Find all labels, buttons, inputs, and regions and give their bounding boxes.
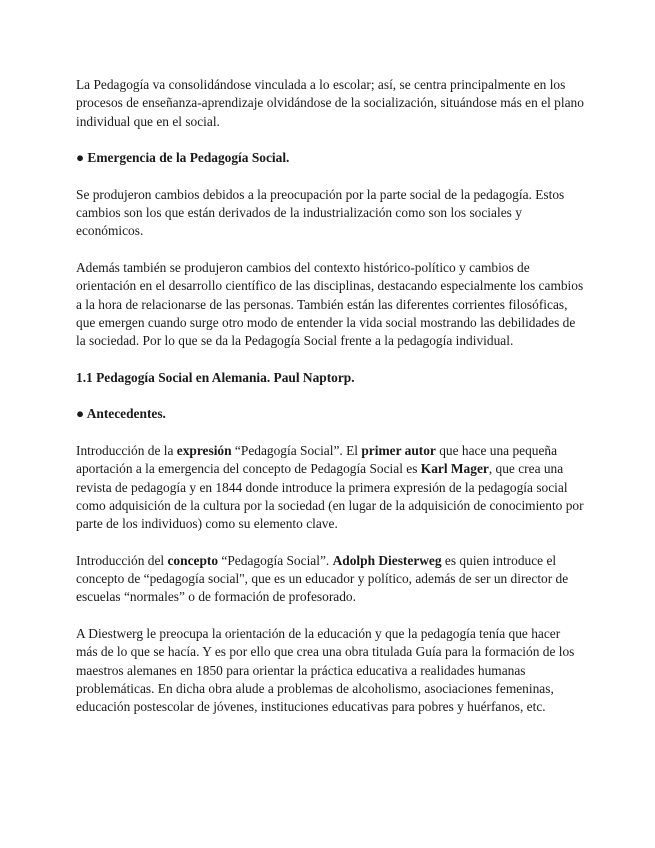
text-run: , que crea una revista de pedagogía y en 1844 donde introduce la primera expresión de la pedagogía social como adquisición de la cultura por la sociedad (en lugar de la adquisición de conocimiento por parte de los individuos) como su elemento clave. (76, 461, 584, 532)
antecedentes-paragraph-3: A Diestwerg le preocupa la orientación de la educación y que la pedagogía tenía que hacer más de lo que se hacía. Y es por ello que crea una obra titulada Guía para la formación de los maestros alemanes en 1850 para orientar la práctica educativa a realidades humanas problemáticas. En dicha obra alude a problemas de alcoholismo, asociaciones femeninas, educación postescolar de jóvenes, instituciones educativas para pobres y huérfanos, etc. (76, 625, 575, 715)
heading-antecedentes: ● Antecedentes. (76, 406, 166, 422)
antecedentes-paragraph-1 (76, 442, 584, 533)
text-run: Introducción del (76, 552, 168, 568)
bold-term-expresion: expresión (176, 442, 232, 458)
intro-paragraph: La Pedagogía va consolidándose vinculada a lo escolar; así, se centra principalmente en los procesos de enseñanza-aprendizaje olvidándose de la socialización, situándose más en el plano individual que en el social. (76, 77, 584, 129)
bold-name-karl-mager: Karl Mager (420, 461, 489, 477)
document-page (76, 76, 584, 735)
text-run: “Pedagogía Social”. El (231, 442, 362, 458)
emergencia-paragraph-2: Además también se produjeron cambios del contexto histórico-político y cambios de orientación en el desarrollo científico de las disciplinas, destacando especialmente los cambios a la hora de relacionarse de las personas. También están las diferentes corrientes filosóficas, que emergen cuando surge otro modo de entender la vida social mostrando las debilidades de la sociedad. Por lo que se da la Pedagogía Social frente a la pedagogía individual. (76, 259, 584, 349)
text-run: “Pedagogía Social”. (218, 552, 333, 568)
bold-name-diesterweg: Adolph Diesterweg (332, 552, 442, 568)
heading-emergencia: ● Emergencia de la Pedagogía Social. (76, 150, 290, 166)
text-run: es quien introduce el concepto de “pedagogía social", que es un educador y político, además de ser un director de escuelas “normales” o de formación de profesorado. (76, 552, 569, 605)
antecedentes-paragraph-2 (76, 552, 584, 607)
text-run: que hace una pequeña aportación a la emergencia del concepto de Pedagogía Social es (76, 442, 558, 477)
bold-term-primer-autor: primer autor (361, 442, 436, 458)
text-run: Introducción de la (76, 442, 177, 458)
emergencia-paragraph-1: Se produjeron cambios debidos a la preocupación por la parte social de la pedagogía. Estos cambios son los que están derivados de la industrialización como son los sociales y económicos. (76, 186, 565, 239)
heading-alemania: 1.1 Pedagogía Social en Alemania. Paul Naptorp. (76, 369, 355, 385)
bold-term-concepto: concepto (167, 552, 219, 568)
